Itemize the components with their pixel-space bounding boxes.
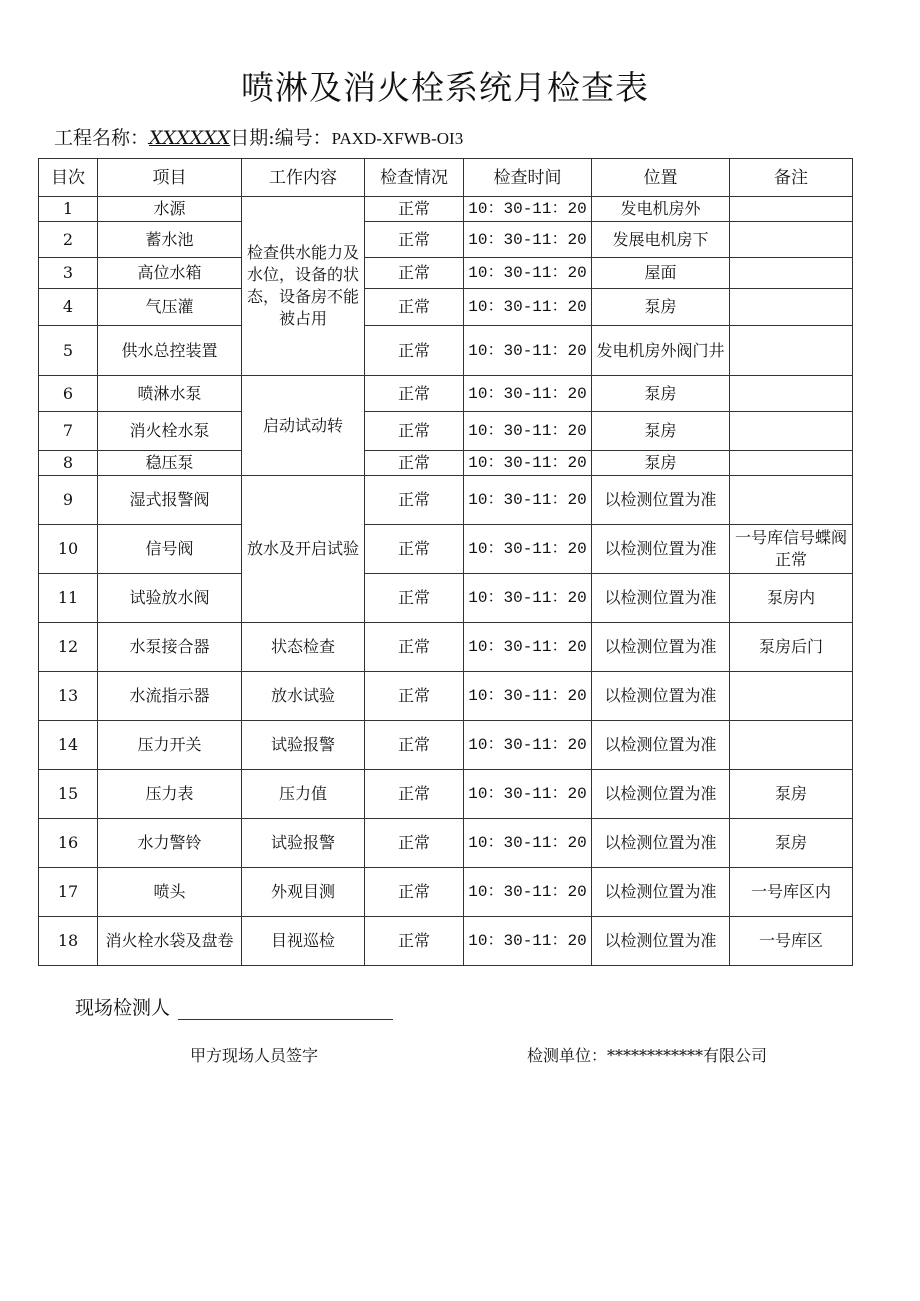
header-status: 检查情况 [365,159,464,197]
number-value: PAXD-XFWB-OI3 [331,129,464,148]
row-time: 10：30-11：20 [464,917,592,966]
row-content: 试验报警 [242,721,365,770]
row-no: 6 [39,376,98,412]
project-value: XXXXXX [149,127,231,149]
row-item: 高位水箱 [98,258,242,289]
row-item: 消火栓水泵 [98,412,242,451]
table-row [39,721,853,770]
row-time: 10：30-11：20 [464,623,592,672]
row-no: 7 [39,412,98,451]
signature-line [178,999,393,1020]
row-item: 水力警铃 [98,819,242,868]
row-item: 水泵接合器 [98,623,242,672]
row-no: 11 [39,574,98,623]
table-row [39,197,853,222]
table-row [39,222,853,258]
row-no: 3 [39,258,98,289]
page-title: 喷淋及消火栓系统月检查表 [241,68,649,107]
header-content: 工作内容 [242,159,365,197]
row-item: 水流指示器 [98,672,242,721]
inspection-table [38,158,853,966]
row-item: 稳压泵 [98,451,242,476]
row-status: 正常 [365,451,464,476]
row-note [730,412,853,451]
row-note: 一号库区内 [730,868,853,917]
row-time: 10：30-11：20 [464,326,592,376]
row-no: 4 [39,289,98,326]
row-location: 以检测位置为准 [592,525,730,574]
row-status: 正常 [365,721,464,770]
table-row [39,451,853,476]
row-location: 以检测位置为准 [592,623,730,672]
row-status: 正常 [365,289,464,326]
row-time: 10：30-11：20 [464,574,592,623]
row-time: 10：30-11：20 [464,476,592,525]
table-row [39,623,853,672]
row-note [730,222,853,258]
row-location: 以检测位置为准 [592,917,730,966]
row-note: 泵房后门 [730,623,853,672]
row-note [730,721,853,770]
table-row [39,819,853,868]
row-time: 10：30-11：20 [464,258,592,289]
row-note [730,672,853,721]
row-status: 正常 [365,326,464,376]
party-a-signature-label: 甲方现场人员签字 [190,1046,319,1065]
row-time: 10：30-11：20 [464,672,592,721]
group-content-valve: 放水及开启试验 [242,476,365,623]
project-label: 工程名称： [54,127,150,149]
row-no: 12 [39,623,98,672]
row-location: 泵房 [592,412,730,451]
row-time: 10：30-11：20 [464,451,592,476]
row-no: 18 [39,917,98,966]
group-content-supply: 检查供水能力及水位，设备的状态，设备房不能被占用 [242,197,365,376]
row-note [730,476,853,525]
row-status: 正常 [365,197,464,222]
number-label: 编号： [274,127,332,149]
row-location: 发电机房外阀门井 [592,326,730,376]
row-location: 发展电机房下 [592,222,730,258]
row-location: 泵房 [592,451,730,476]
row-item: 消火栓水袋及盘卷 [98,917,242,966]
inspector-label: 现场检测人 [75,997,171,1019]
row-note [730,258,853,289]
row-location: 以检测位置为准 [592,868,730,917]
row-time: 10：30-11：20 [464,770,592,819]
row-time: 10：30-11：20 [464,868,592,917]
row-note: 一号库信号蝶阀正常 [730,525,853,574]
row-status: 正常 [365,819,464,868]
table-row [39,289,853,326]
row-note: 泵房 [730,770,853,819]
document-meta [54,123,463,150]
row-content: 压力值 [242,770,365,819]
row-content: 试验报警 [242,819,365,868]
row-status: 正常 [365,525,464,574]
row-time: 10：30-11：20 [464,721,592,770]
inspector-signature [75,993,393,1020]
table-row [39,476,853,525]
row-time: 10：30-11：20 [464,819,592,868]
row-status: 正常 [365,222,464,258]
row-no: 14 [39,721,98,770]
row-status: 正常 [365,412,464,451]
table-row [39,672,853,721]
row-note [730,289,853,326]
row-item: 喷淋水泵 [98,376,242,412]
date-label: 日期: [230,127,275,149]
row-note [730,197,853,222]
row-location: 以检测位置为准 [592,574,730,623]
row-status: 正常 [365,376,464,412]
row-location: 屋面 [592,258,730,289]
header-time: 检查时间 [464,159,592,197]
row-content: 放水试验 [242,672,365,721]
table-row [39,868,853,917]
row-item: 水源 [98,197,242,222]
row-item: 供水总控装置 [98,326,242,376]
row-no: 13 [39,672,98,721]
row-item: 压力表 [98,770,242,819]
row-no: 15 [39,770,98,819]
row-status: 正常 [365,574,464,623]
row-no: 16 [39,819,98,868]
row-location: 以检测位置为准 [592,819,730,868]
table-row [39,574,853,623]
row-location: 以检测位置为准 [592,476,730,525]
row-location: 发电机房外 [592,197,730,222]
table-row [39,412,853,451]
row-status: 正常 [365,258,464,289]
header-no: 目次 [39,159,98,197]
row-note [730,376,853,412]
row-content: 目视巡检 [242,917,365,966]
row-location: 以检测位置为准 [592,721,730,770]
row-no: 2 [39,222,98,258]
row-note: 泵房 [730,819,853,868]
group-content-pump: 启动试动转 [242,376,365,476]
row-time: 10：30-11：20 [464,197,592,222]
row-no: 5 [39,326,98,376]
table-row [39,770,853,819]
table-row [39,525,853,574]
row-time: 10：30-11：20 [464,525,592,574]
row-note [730,326,853,376]
row-location: 以检测位置为准 [592,672,730,721]
header-item: 项目 [98,159,242,197]
table-header-row [39,159,853,197]
row-item: 压力开关 [98,721,242,770]
row-content: 状态检查 [242,623,365,672]
row-status: 正常 [365,770,464,819]
row-status: 正常 [365,672,464,721]
row-location: 以检测位置为准 [592,770,730,819]
row-note [730,451,853,476]
row-content: 外观目测 [242,868,365,917]
row-item: 试验放水阀 [98,574,242,623]
table-row [39,376,853,412]
row-item: 信号阀 [98,525,242,574]
row-note: 泵房内 [730,574,853,623]
row-no: 17 [39,868,98,917]
row-item: 喷头 [98,868,242,917]
row-status: 正常 [365,623,464,672]
header-note: 备注 [730,159,853,197]
row-status: 正常 [365,917,464,966]
testing-unit-label: 检测单位：************有限公司 [527,1046,768,1065]
row-item: 蓄水池 [98,222,242,258]
row-item: 湿式报警阀 [98,476,242,525]
row-time: 10：30-11：20 [464,412,592,451]
row-time: 10：30-11：20 [464,289,592,326]
row-time: 10：30-11：20 [464,376,592,412]
table-row [39,258,853,289]
row-item: 气压灌 [98,289,242,326]
row-time: 10：30-11：20 [464,222,592,258]
row-location: 泵房 [592,376,730,412]
row-no: 10 [39,525,98,574]
table-row [39,917,853,966]
row-no: 1 [39,197,98,222]
row-status: 正常 [365,868,464,917]
row-location: 泵房 [592,289,730,326]
table-row [39,326,853,376]
row-no: 8 [39,451,98,476]
row-note: 一号库区 [730,917,853,966]
row-status: 正常 [365,476,464,525]
header-location: 位置 [592,159,730,197]
row-no: 9 [39,476,98,525]
